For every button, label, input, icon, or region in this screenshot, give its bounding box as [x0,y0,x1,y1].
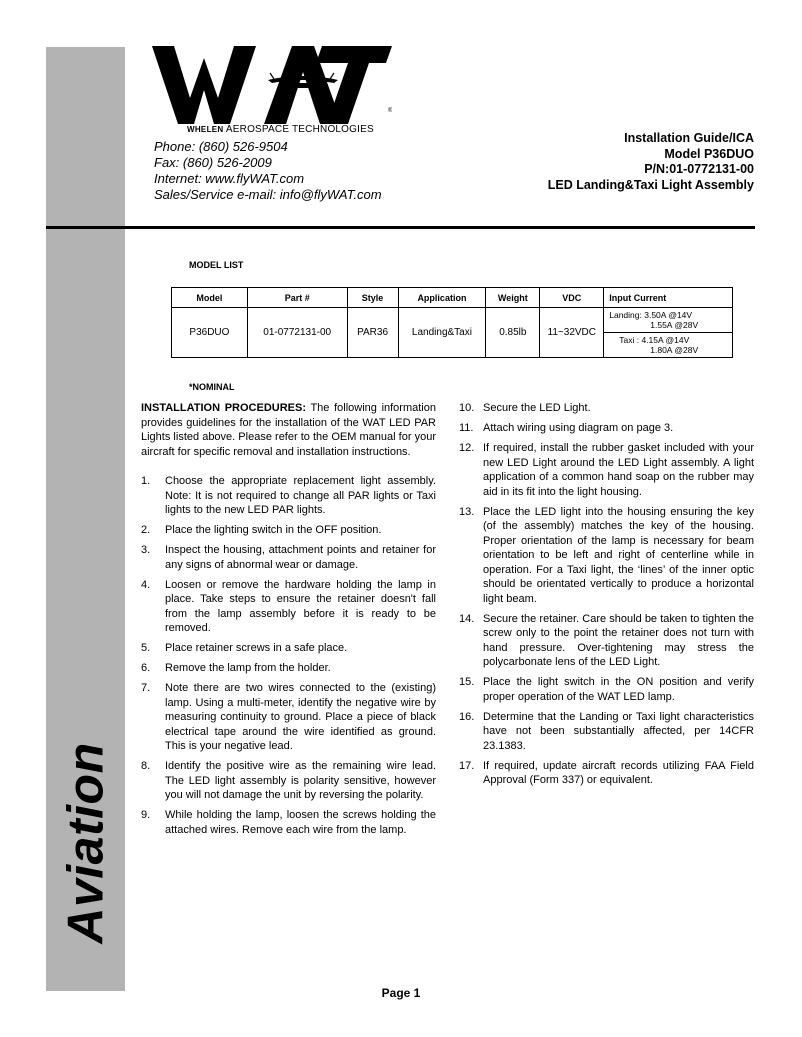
step-number: 11. [459,422,474,434]
page-number: Page 1 [381,986,421,1000]
table-header: Part # [247,288,347,308]
list-item [141,523,436,538]
step-number: 1. [141,475,151,487]
model-list-table [171,287,733,358]
cell-current-taxi [604,333,733,358]
contact-block [154,139,382,203]
list-item [141,681,436,754]
step-text: Identify the positive wire as the remaining wire lead. The LED light assembly is polarity sensitive, however you will not damage the unit by reversing the polarity. [165,760,436,801]
doc-title-line2: Model P36DUO [664,146,754,161]
step-text: If required, install the rubber gasket included with your new LED Light around the LED Light assembly. A light application of a common hand soap on the rubber may aid in its fit into the light housing. [483,442,754,498]
cell-part: 01-0772131-00 [247,308,347,358]
table-header: Input Current [604,288,733,308]
step-text: Place retainer screws in a safe place. [165,642,348,654]
table-header: Model [172,288,248,308]
list-item [141,543,436,572]
contact-phone: Phone: (860) 526-9504 [154,139,288,154]
list-item [141,578,436,636]
list-item [459,505,754,607]
step-number: 3. [141,544,151,556]
step-number: 15. [459,676,475,688]
cell-vdc: 11~32VDC [540,308,604,358]
list-item [459,612,754,670]
step-text: Loosen or remove the hardware holding the lamp in place. Take steps to ensure the retainer doesn't fall from the lamp assembly before it is ready to be removed. [165,578,436,634]
table-header: Application [398,288,486,308]
step-number: 12. [459,442,475,454]
current-taxi-28v: 1.80A @28V [650,345,699,355]
list-item [459,759,754,788]
step-text: Remove the lamp from the holder. [165,662,331,674]
table-header: Style [347,288,398,308]
doc-title-line1: Installation Guide/ICA [624,131,754,145]
step-text: Place the lighting switch in the OFF position. [165,524,382,536]
instructions-right-column [459,401,754,793]
step-text: Attach wiring using diagram on page 3. [483,422,674,434]
doc-title-line3: P/N:01-0772131-00 [644,162,754,176]
cell-model: P36DUO [172,308,248,358]
svg-text:®: ® [388,108,392,114]
intro-heading: INSTALLATION PROCEDURES: [141,402,306,414]
list-item [141,759,436,803]
step-number: 4. [141,578,151,591]
list-item [141,641,436,656]
doc-title-line4: LED Landing&Taxi Light Assembly [547,177,754,192]
cell-current-landing [604,308,733,333]
step-number: 8. [141,760,151,772]
sidebar-label: Aviation [57,741,114,944]
list-item [141,474,436,518]
step-text: Choose the appropriate replacement light assembly. Note: It is not required to change all PAR lights or Taxi lights to the new LED PAR lights. [165,475,436,516]
list-item [459,421,754,436]
logo-brand-text: WHELEN [187,125,224,134]
list-item [459,710,754,754]
cell-application: Landing&Taxi [398,308,486,358]
list-item [459,401,754,416]
step-text: While holding the lamp, loosen the screws holding the attached wires. Remove each wire from the lamp. [165,809,436,836]
steps-list-left [141,474,436,837]
intro-paragraph [141,401,436,459]
contact-email: Sales/Service e-mail: info@flyWAT.com [154,187,382,202]
step-number: 2. [141,524,151,536]
table-header: VDC [540,288,604,308]
current-taxi-14v: Taxi : 4.15A @14V [619,334,690,345]
step-text: Place the light switch in the ON position and verify proper operation of the WAT LED lamp. [483,676,754,703]
contact-fax: Fax: (860) 526-2009 [154,155,272,170]
instructions-left-column [141,401,436,843]
step-text: Note there are two wires connected to the (existing) lamp. Using a multi-meter, identify the negative wire by measuring continuity to ground. Place a piece of black electrical tape around the wire identified as ground. This is your negative lead. [165,682,436,752]
step-text: Determine that the Landing or Taxi light characteristics have not been substantially affected, per 14CFR 23.1383. [483,710,754,752]
sidebar-label-container [46,740,125,945]
step-number: 5. [141,642,151,654]
step-text: Secure the retainer. Care should be taken to tighten the screw only to the point the retainer does not turn with hand pressure. Over-tightening may stress the polycarbonate lens of the LED Light. [483,612,754,668]
list-item [141,661,436,676]
document-title-block [548,131,754,193]
step-number: 14. [459,612,475,625]
step-text: Place the LED light into the housing ensuring the key (of the assembly) matches the key of the housing. Proper orientation of the lamp is necessary for beam orientation to be left and right of centerline while in operation. For a Taxi light, the ‘lines’ of the inner optic should be orientated vertically to produce a horizontal light beam. [483,505,754,605]
intro-body: The following information provides guidelines for the installation of the WAT LED PAR Lights listed above. Please refer to the OEM manual for your aircraft for specific removal and installation instructions. [141,402,436,458]
step-number: 16. [459,710,475,723]
nominal-note: *NOMINAL [189,382,235,392]
step-text: Secure the LED Light. [483,402,591,414]
contact-internet: Internet: www.flyWAT.com [154,171,305,186]
logo-tagline-text: AEROSPACE TECHNOLOGIES [225,124,374,135]
step-number: 13. [459,505,475,518]
model-list-heading: MODEL LIST [189,260,244,270]
step-text: If required, update aircraft records utilizing FAA Field Approval (Form 337) or equivalent. [483,759,754,786]
list-item [459,675,754,704]
cell-style: PAR36 [347,308,398,358]
step-number: 6. [141,662,151,674]
step-number: 7. [141,682,151,694]
list-item [141,808,436,837]
header-divider [46,226,755,229]
table-header-row [172,288,733,308]
step-number: 9. [141,809,151,821]
step-number: 17. [459,759,475,772]
list-item [459,441,754,499]
logo-tagline [187,124,374,135]
step-number: 10. [459,402,475,414]
wat-logo [152,46,392,136]
current-landing-14v: Landing: 3.50A @14V [609,309,693,320]
steps-list-right [459,401,754,788]
table-row [172,308,733,333]
table-header: Weight [486,288,540,308]
current-landing-28v: 1.55A @28V [650,320,699,330]
step-text: Inspect the housing, attachment points and retainer for any signs of abnormal wear or damage. [165,544,436,571]
cell-weight: 0.85lb [486,308,540,358]
